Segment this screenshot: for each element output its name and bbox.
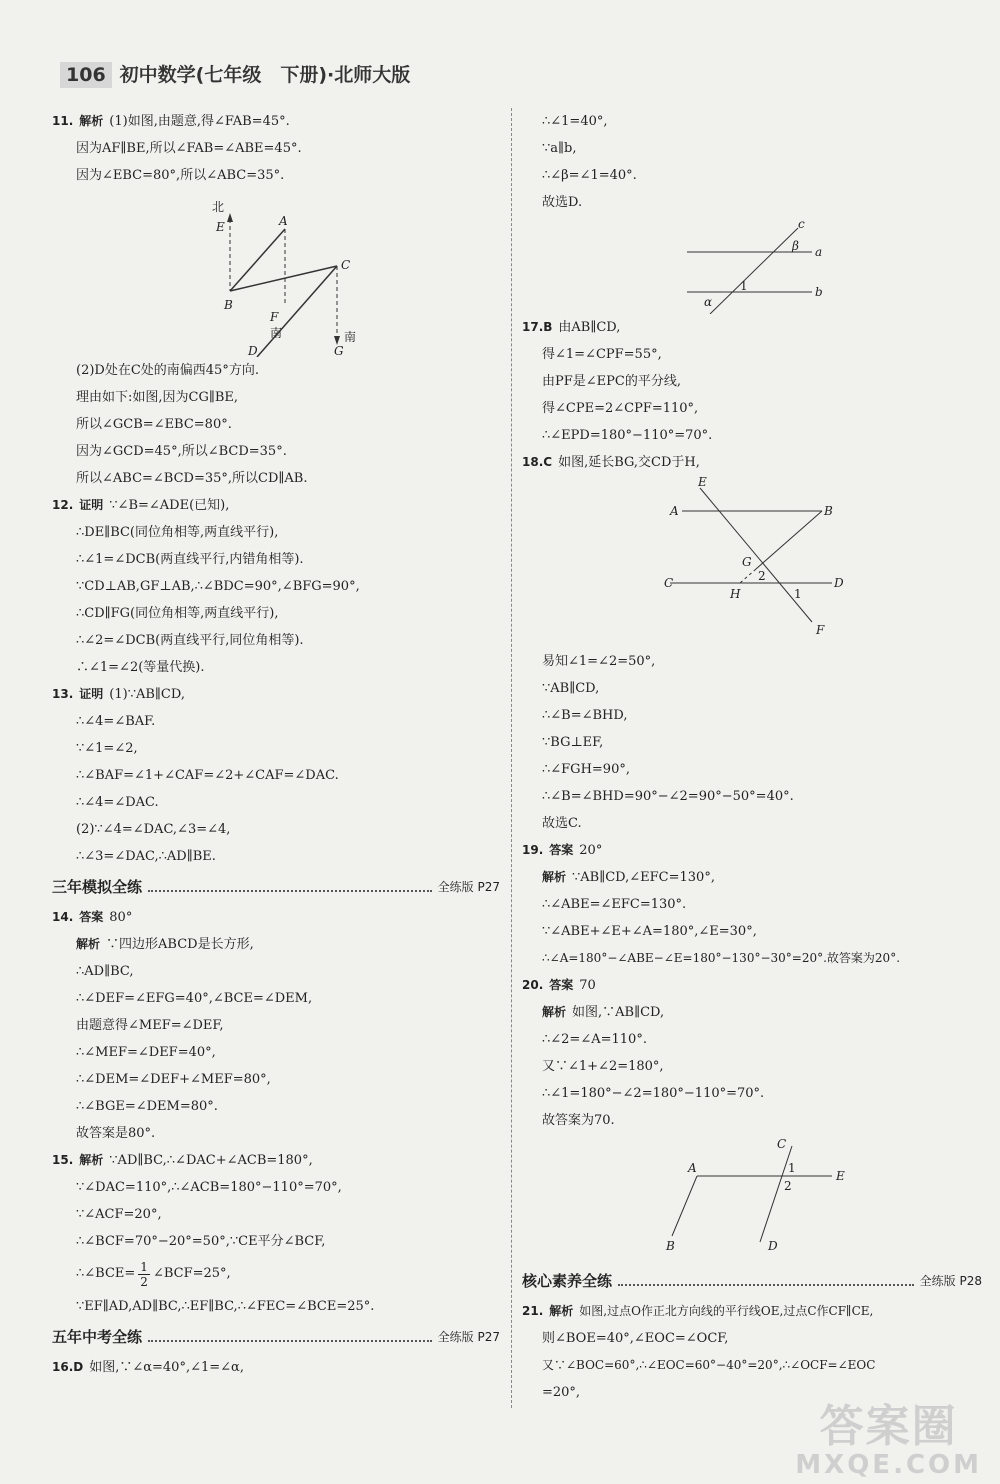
label-D: D [834,576,844,590]
label-D: D [248,344,258,357]
label-D: D [768,1239,778,1253]
label-E: E [216,220,225,234]
q19-line3: ∴∠ABE=∠EFC=130°. [542,897,687,912]
q18-line2: 易知∠1=∠2=50°, [542,654,656,669]
label-A: A [670,504,679,518]
q18-line7: ∴∠B=∠BHD=90°−∠2=90°−50°=40°. [542,789,794,804]
label-E: E [698,476,707,489]
q17-line3: 由PF是∠EPC的平分线, [542,374,681,389]
q15-line6: ∵EF∥AD,AD∥BC,∴EF∥BC,∴∠FEC=∠BCE=25°. [76,1299,375,1314]
label-2: 2 [784,1179,792,1193]
label-A: A [279,214,288,228]
q16-line5: 故选D. [542,195,583,210]
label-B: B [224,298,233,312]
q11-line6: 所以∠GCB=∠EBC=80°. [76,417,232,432]
label-C: C [777,1137,787,1151]
q20-line2: 解析 如图,∵AB∥CD, [542,1005,665,1020]
q19-line5: ∴∠A=180°−∠ABE−∠E=180°−130°−30°=20°.故答案为20°. [542,951,901,965]
label-C: C [341,258,351,272]
book-title: 初中数学(七年级 下册)·北师大版 [119,64,411,86]
q19-line2: 解析 ∵AB∥CD,∠EFC=130°, [542,870,715,885]
q14-line6: ∴∠MEF=∠DEF=40°, [76,1045,216,1060]
q11-line3: 因为∠EBC=80°,所以∠ABC=35°. [76,168,285,183]
q11-line5: 理由如下:如图,因为CG∥BE, [76,390,239,405]
q14-line4: ∴∠DEF=∠EFG=40°,∠BCE=∠DEM, [76,991,313,1006]
q18-figure [522,476,982,648]
section-header-sannian: 三年模拟全练 全练版 P27 [52,878,500,896]
q13-line2: ∴∠4=∠BAF. [76,714,156,729]
label-F: F [816,623,825,637]
q20-line1: 20. 答案 70 [522,978,596,993]
q16-line4: ∴∠β=∠1=40°. [542,168,637,183]
section-header-hexin: 核心素养全练 全练版 P28 [522,1272,982,1290]
label-1: 1 [788,1161,796,1175]
q17-line5: ∴∠EPD=180°−110°=70°. [542,428,713,443]
q21-line2: 则∠BOE=40°,∠EOC=∠OCF, [542,1331,729,1346]
q15-line2: ∵∠DAC=110°,∴∠ACB=180°−110°=70°, [76,1180,342,1195]
label-c: c [798,217,805,231]
label-B: B [824,504,833,518]
south-label-2: 南 [344,330,357,344]
north-label: 北 [212,200,225,214]
page-number: 106 [60,62,112,88]
q11-figure [52,189,500,357]
q16-line1: 16.D 如图,∵∠α=40°,∠1=∠α, [52,1360,244,1375]
label-b: b [815,285,823,299]
q14-line9: 故答案是80°. [76,1126,156,1141]
q11-line2: 因为AF∥BE,所以∠FAB=∠ABE=45°. [76,141,302,156]
q14-line5: 由题意得∠MEF=∠DEF, [76,1018,224,1033]
label-G: G [742,555,752,569]
q17-line1: 17.B 由AB∥CD, [522,320,621,335]
label-a: a [815,245,823,259]
q11-line8: 所以∠ABC=∠BCD=35°,所以CD∥AB. [76,471,308,486]
label-1: 1 [794,587,802,601]
q13-line6: (2)∵∠4=∠DAC,∠3=∠4, [76,822,231,837]
q20-diagram [522,1134,982,1264]
label-E: E [836,1169,845,1183]
fraction-one-half: $\frac{1}{2}$ [140,1259,148,1289]
label-H: H [730,587,741,601]
q18-line8: 故选C. [542,816,582,831]
q18-line6: ∴∠FGH=90°, [542,762,630,777]
q19-line4: ∵∠ABE+∠E+∠A=180°,∠E=30°, [542,924,757,939]
q20-figure [522,1134,982,1264]
label-F: F [270,310,279,324]
q16-figure [522,216,982,314]
label-alpha: α [704,295,713,309]
q11-line7: 因为∠GCD=45°,所以∠BCD=35°. [76,444,287,459]
q13-line3: ∵∠1=∠2, [76,741,138,756]
label-A: A [688,1161,697,1175]
q14-line3: ∴AD∥BC, [76,964,134,979]
q15-line1: 15. 解析 ∵AD∥BC,∴∠DAC+∠ACB=180°, [52,1153,313,1168]
q18-line5: ∵BG⊥EF, [542,735,604,750]
q18-line3: ∵AB∥CD, [542,681,600,696]
section-header-wunian: 五年中考全练 全练版 P27 [52,1328,500,1346]
q21-line3: 又∵∠BOC=60°,∴∠EOC=60°−40°=20°,∴∠OCF=∠EOC [542,1358,876,1372]
q15-line4: ∴∠BCF=70°−20°=50°,∵CE平分∠BCF, [76,1234,326,1249]
q19-line1: 19. 答案 20° [522,843,603,858]
q12-line2: ∴DE∥BC(同位角相等,两直线平行), [76,525,279,540]
q12-line3: ∴∠1=∠DCB(两直线平行,内错角相等). [76,552,304,567]
south-label-1: 南 [270,326,283,340]
q18-diagram [522,476,982,648]
q17-line2: 得∠1=∠CPF=55°, [542,347,662,362]
q16-line2: ∴∠1=40°, [542,114,608,129]
watermark: 答案圈 MXQE.COM [795,1401,982,1480]
q15-line3: ∵∠ACF=20°, [76,1207,162,1222]
label-beta: β [792,239,799,253]
q12-line6: ∴∠2=∠DCB(两直线平行,同位角相等). [76,633,304,648]
label-B: B [666,1239,675,1253]
left-column [52,108,500,1381]
q21-line1: 21. 解析 如图,过点O作正北方向线的平行线OE,过点C作CF∥CE, [522,1304,874,1318]
q14-line7: ∴∠DEM=∠DEF+∠MEF=80°, [76,1072,271,1087]
q20-line3: ∴∠2=∠A=110°. [542,1032,647,1047]
q13-line1: 13. 证明 (1)∵AB∥CD, [52,687,185,702]
label-C: C [664,576,674,590]
q12-line7: ∴∠1=∠2(等量代换). [76,660,205,675]
q11-diagram [52,189,500,357]
column-divider [511,108,513,1408]
q14-line8: ∴∠BGE=∠DEM=80°. [76,1099,218,1114]
right-column [522,108,982,1406]
q20-line5: ∴∠1=180°−∠2=180°−110°=70°. [542,1086,765,1101]
label-G: G [334,344,344,357]
q20-line6: 故答案为70. [542,1113,615,1128]
q13-line7: ∴∠3=∠DAC,∴AD∥BE. [76,849,216,864]
q17-line4: 得∠CPE=2∠CPF=110°, [542,401,699,416]
q16-diagram [522,216,982,314]
q15-line5: ∴∠BCE= $\frac{1}{2}$ ∠BCF=25°, [76,1259,231,1289]
q18-line4: ∴∠B=∠BHD, [542,708,628,723]
q18-line1: 18.C 如图,延长BG,交CD于H, [522,455,700,470]
q11-line4: (2)D处在C处的南偏西45°方向. [76,363,259,378]
q16-line3: ∵a∥b, [542,141,577,156]
q13-line5: ∴∠4=∠DAC. [76,795,159,810]
q11-line1: 11. 解析 (1)如图,由题意,得∠FAB=45°. [52,114,290,129]
q12-line4: ∵CD⊥AB,GF⊥AB,∴∠BDC=90°,∠BFG=90°, [76,579,360,594]
q12-line5: ∴CD∥FG(同位角相等,两直线平行), [76,606,279,621]
page-header [60,60,410,88]
label-2: 2 [758,569,766,583]
q14-line1: 14. 答案 80° [52,910,133,925]
label-1: 1 [740,279,748,293]
q20-line4: 又∵∠1+∠2=180°, [542,1059,664,1074]
q14-line2: 解析 ∵四边形ABCD是长方形, [76,937,254,952]
q21-line4: =20°, [542,1385,581,1400]
q12-line1: 12. 证明 ∵∠B=∠ADE(已知), [52,498,230,513]
q13-line4: ∴∠BAF=∠1+∠CAF=∠2+∠CAF=∠DAC. [76,768,339,783]
